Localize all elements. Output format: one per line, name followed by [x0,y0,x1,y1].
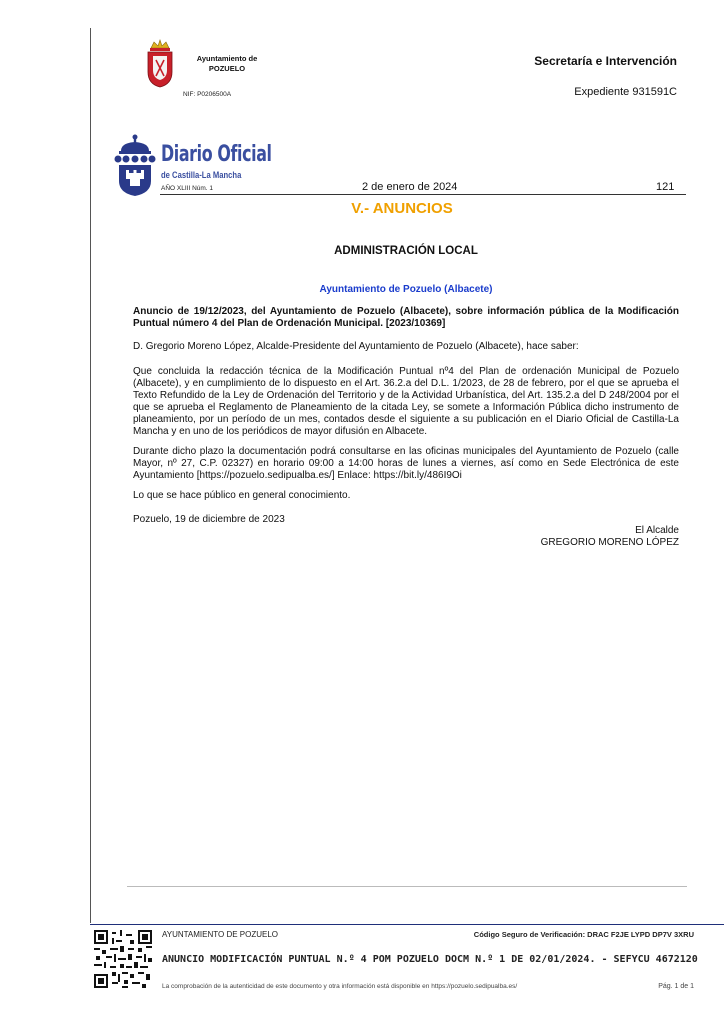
department-title: Secretaría e Intervención [534,54,677,68]
footer-divider [127,886,687,887]
entity-heading: Ayuntamiento de Pozuelo (Albacete) [319,284,493,295]
section-heading: V.- ANUNCIOS [351,200,453,217]
nif-label: NIF: P0206500A [183,91,232,98]
docm-subtitle: de Castilla-La Mancha [161,170,242,180]
administration-heading: ADMINISTRACIÓN LOCAL [334,245,478,257]
footer-document-title: ANUNCIO MODIFICACIÓN PUNTUAL N.º 4 POM POZUELO DOCM N.º 1 DE 02/01/2024. - SEFYCU 4672120 [162,954,698,965]
header-divider [160,194,686,195]
footer-band-line [90,924,724,925]
docm-issue: AÑO XLIII Núm. 1 [161,185,214,192]
signature-role: El Alcalde [635,525,679,536]
paragraph-closing: Lo que se hace público en general conocimiento. [133,490,351,501]
page-number: 121 [656,181,675,193]
paragraph-main: Que concluida la redacción técnica de la Modificación Puntual nº4 del Plan de ordenación Municipal de Pozuelo (Albacete), y en cumplimiento de lo dispuesto en el Art. 36.2.a del D.L. 1/2023, de 28 de febrero, por el que se aprueba el Texto Refundido de la Ley de Ordenación del Territorio y de la Actividad Urbanística, del Art. 135.2.a del D 248/2004 por el que se aprueba el Reglamento de Planeamiento de la citada Ley, se somete a Información Pública dicho instrumento de planeamiento, por un período de un mes, contados desde el siguiente a su publicación en el Diario Oficial de Castilla-La Mancha y en uno de los periódicos de mayor difusión en Albacete. [133,366,679,437]
ayuntamiento-name: Ayuntamiento de POZUELO [196,54,258,73]
publication-date: 2 de enero de 2024 [362,181,458,193]
footer-ayuntamiento: AYUNTAMIENTO DE POZUELO [162,930,279,939]
municipal-crest-icon [145,38,175,88]
announcement-title: Anuncio de 19/12/2023, del Ayuntamiento de Pozuelo (Albacete), sobre información pública de la Modificación Puntual número 4 del Plan de Ordenación Municipal. [2023/10369] [133,306,679,329]
footer-pagination: Pág. 1 de 1 [658,983,694,990]
footer-authenticity-note: La comprobación de la autenticidad de este documento y otra información está disponible en https://pozuelo.sedipualba.es/ [162,983,518,990]
expediente-number: Expediente 931591C [574,86,677,98]
signature-name: GREGORIO MORENO LÓPEZ [540,537,679,548]
castilla-la-mancha-emblem-icon [113,133,157,197]
paragraph-consultation: Durante dicho plazo la documentación podrá consultarse en las oficinas municipales del Ayuntamiento de Pozuelo (calle Mayor, nº 27, C.P. 02327) en horario 09:00 a 14:00 horas de lunes a viernes, así como en Sede Electrónica de este Ayuntamiento [https://pozuelo.sedipualba.es/] Enlace: https://bit.ly/486I9Oi [133,446,679,481]
docm-title: Diario Oficial [161,142,272,167]
footer-verification-code: Código Seguro de Verificación: DRAC F2JE LYPD DP7V 3XRU [473,930,694,939]
paragraph-intro: D. Gregorio Moreno López, Alcalde-Presidente del Ayuntamiento de Pozuelo (Albacete), hace saber: [133,341,579,352]
left-margin-line [90,28,91,923]
qr-code-icon [94,930,152,988]
place-date: Pozuelo, 19 de diciembre de 2023 [133,514,285,525]
